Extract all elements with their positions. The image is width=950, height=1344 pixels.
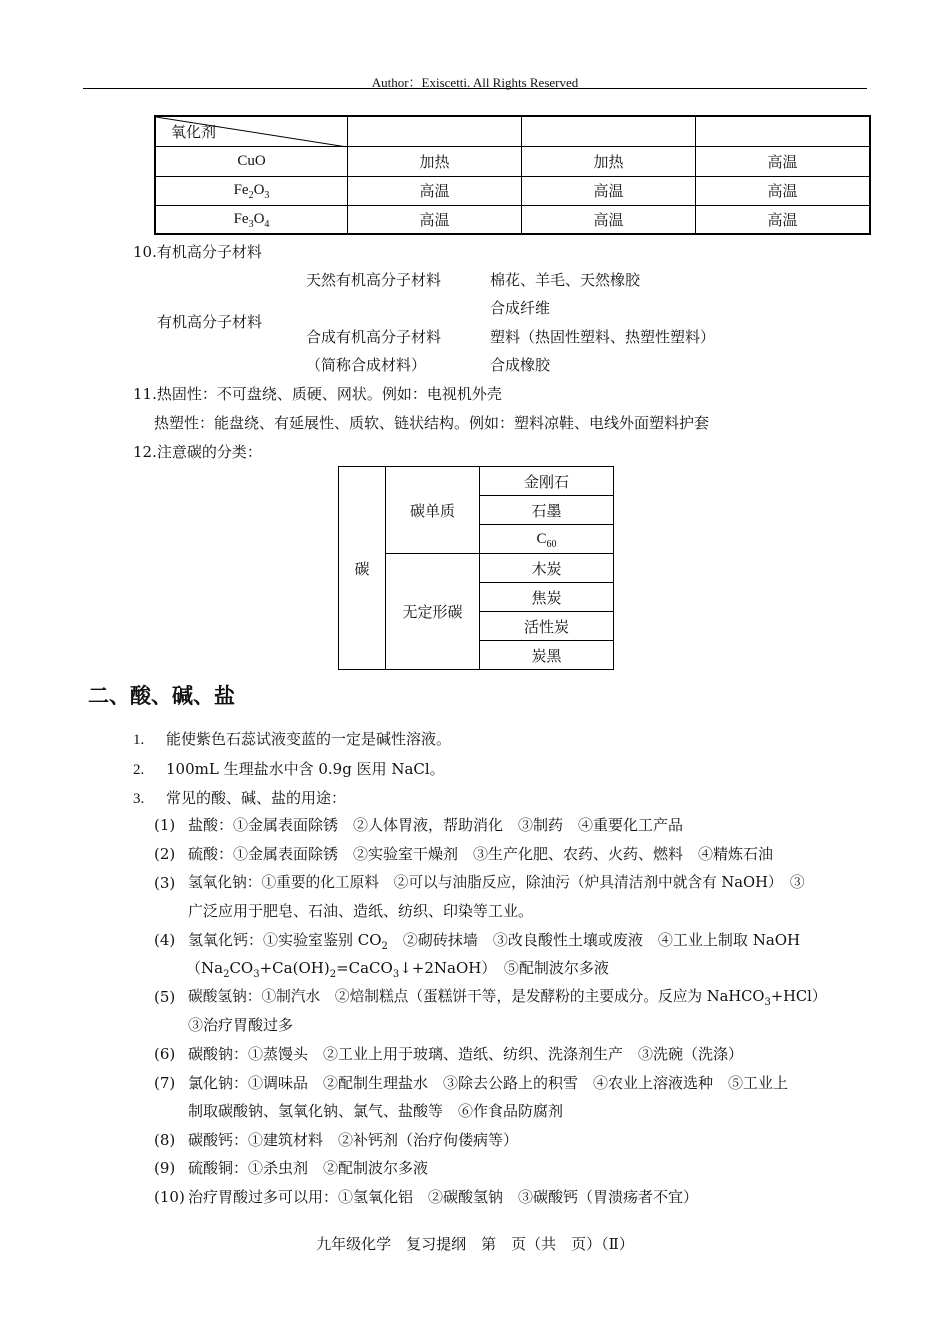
use-text: ③治疗胃酸过多 bbox=[188, 1016, 294, 1034]
use-text: 碳酸氢钠：①制汽水 ②焙制糕点（蛋糕饼干等，是发酵粉的主要成分。反应为 NaHCO$_3$+HCl） bbox=[188, 988, 827, 1008]
carbon-item: 金刚石 bbox=[480, 467, 614, 496]
use-text: $(Na_2CO_3+Ca(OH)_2=CaCO_3↓+2NaOH)$ ⑤配制波尔多液 bbox=[186, 959, 609, 980]
use-text: 制取碳酸钠、氢氧化钠、氯气、盐酸等 ⑥作食品防腐剂 bbox=[188, 1102, 564, 1120]
use-text: 氯化钠：①调味品 ②配制生理盐水 ③除去公路上的积雪 ④农业上溶液选种 ⑤工业上 bbox=[188, 1074, 789, 1092]
list-item: 1. 能使紫色石蕊试液变蓝的一定是碱性溶液。 bbox=[133, 730, 452, 748]
use-num: (5) bbox=[154, 988, 176, 1006]
table-row bbox=[155, 176, 870, 205]
use-num: (10) bbox=[154, 1188, 185, 1206]
use-num: (3) bbox=[154, 874, 176, 892]
sec10-synthetic-item: 塑料（热固性塑料、热塑性塑料） bbox=[490, 328, 716, 346]
table-row bbox=[155, 205, 870, 234]
table-cell: 高温 bbox=[348, 205, 522, 234]
row-name: $Fe_2O_3$ bbox=[155, 176, 348, 205]
carbon-root: 碳 bbox=[339, 467, 386, 670]
carbon-table bbox=[338, 466, 614, 670]
carbon-item: $C_{60}$ bbox=[480, 525, 614, 554]
carbon-item: 炭黑 bbox=[480, 641, 614, 670]
table-cell: 高温 bbox=[696, 176, 871, 205]
carbon-item: 木炭 bbox=[480, 554, 614, 583]
header-cell bbox=[522, 116, 696, 146]
use-num: (1) bbox=[154, 816, 176, 834]
use-num: (7) bbox=[154, 1074, 176, 1092]
use-num: (6) bbox=[154, 1045, 176, 1063]
table-cell: 高温 bbox=[522, 205, 696, 234]
sec10-natural: 天然有机高分子材料 bbox=[306, 271, 442, 289]
sec10-synthetic: 合成有机高分子材料 bbox=[306, 328, 442, 346]
use-text: 氢氧化钠：①重要的化工原料 ②可以与油脂反应，除油污（炉具清洁剂中就含有 NaOH） ③ bbox=[188, 874, 805, 891]
page-header: Author：Exiscetti. All Rights Reserved bbox=[371, 75, 579, 90]
sec10-natural-items: 棉花、羊毛、天然橡胶 bbox=[490, 271, 641, 289]
carbon-item: 石墨 bbox=[480, 496, 614, 525]
list-item: 3. 常见的酸、碱、盐的用途： bbox=[133, 789, 347, 808]
sec12-heading: 12.注意碳的分类： bbox=[133, 443, 262, 461]
use-text: 盐酸：①金属表面除锈 ②人体胃液，帮助消化 ③制药 ④重要化工产品 bbox=[188, 816, 684, 834]
carbon-group: 碳单质 bbox=[386, 467, 480, 554]
header-cell bbox=[348, 116, 522, 146]
sec10-root: 有机高分子材料 bbox=[157, 313, 263, 331]
use-num: (4) bbox=[154, 931, 176, 949]
sec10-synthetic-item: 合成橡胶 bbox=[490, 356, 551, 374]
use-text: 硫酸铜：①杀虫剂 ②配制波尔多液 bbox=[188, 1159, 429, 1177]
use-text: 氢氧化钙：①实验室鉴别 $CO_2$ ②砌砖抹墙 ③改良酸性土壤或废液 ④工业上制取 NaOH bbox=[188, 931, 801, 952]
sec10-heading: 10.有机高分子材料 bbox=[133, 243, 262, 261]
table-cell: 加热 bbox=[348, 146, 522, 176]
header-cell bbox=[696, 116, 871, 146]
page-footer: 九年级化学 复习提纲 第 页（共 页）（Ⅱ） bbox=[316, 1235, 634, 1253]
use-num: (2) bbox=[154, 845, 176, 863]
corner-label: 氧化剂 bbox=[171, 123, 217, 141]
row-name: CuO bbox=[155, 146, 348, 176]
carbon-group: 无定形碳 bbox=[386, 554, 480, 670]
sec10-synthetic-item: 合成纤维 bbox=[490, 299, 551, 317]
sec11-line1: 11.热固性：不可盘绕、质硬、网状。例如：电视机外壳 bbox=[133, 385, 502, 403]
corner-cell bbox=[155, 116, 348, 146]
use-num: (8) bbox=[154, 1131, 176, 1149]
carbon-item: 活性炭 bbox=[480, 612, 614, 641]
use-text: 治疗胃酸过多可以用：①氢氧化铝 ②碳酸氢钠 ③碳酸钙（胃溃疡者不宜） bbox=[188, 1188, 699, 1206]
use-text: 碳酸钠：①蒸馒头 ②工业上用于玻璃、造纸、纺织、洗涤剂生产 ③洗碗（洗涤） bbox=[188, 1045, 744, 1063]
sec11-line2: 热塑性：能盘绕、有延展性、质软、链状结构。例如：塑料凉鞋、电线外面塑料护套 bbox=[154, 414, 710, 432]
sec10-synthetic-note: （简称合成材料） bbox=[306, 356, 427, 374]
table-cell: 加热 bbox=[522, 146, 696, 176]
table-row bbox=[155, 146, 870, 176]
use-text: 碳酸钙：①建筑材料 ②补钙剂（治疗佝偻病等） bbox=[188, 1131, 519, 1149]
use-num: (9) bbox=[154, 1159, 176, 1177]
use-text: 广泛应用于肥皂、石油、造纸、纺织、印染等工业。 bbox=[188, 902, 534, 920]
use-text: 硫酸：①金属表面除锈 ②实验室干燥剂 ③生产化肥、农药、火药、燃料 ④精炼石油 bbox=[188, 845, 774, 863]
table-cell: 高温 bbox=[522, 176, 696, 205]
oxidizer-table bbox=[154, 115, 871, 235]
carbon-item: 焦炭 bbox=[480, 583, 614, 612]
points-list bbox=[133, 725, 451, 814]
list-item: 2. 100mL 生理盐水中含 0.9g 医用 NaCl。 bbox=[133, 759, 445, 778]
header-rule bbox=[83, 88, 867, 89]
section-title: 二、酸、碱、盐 bbox=[88, 683, 235, 708]
table-cell: 高温 bbox=[348, 176, 522, 205]
table-cell: 高温 bbox=[696, 205, 871, 234]
row-name: $Fe_3O_4$ bbox=[155, 205, 348, 234]
table-cell: 高温 bbox=[696, 146, 871, 176]
